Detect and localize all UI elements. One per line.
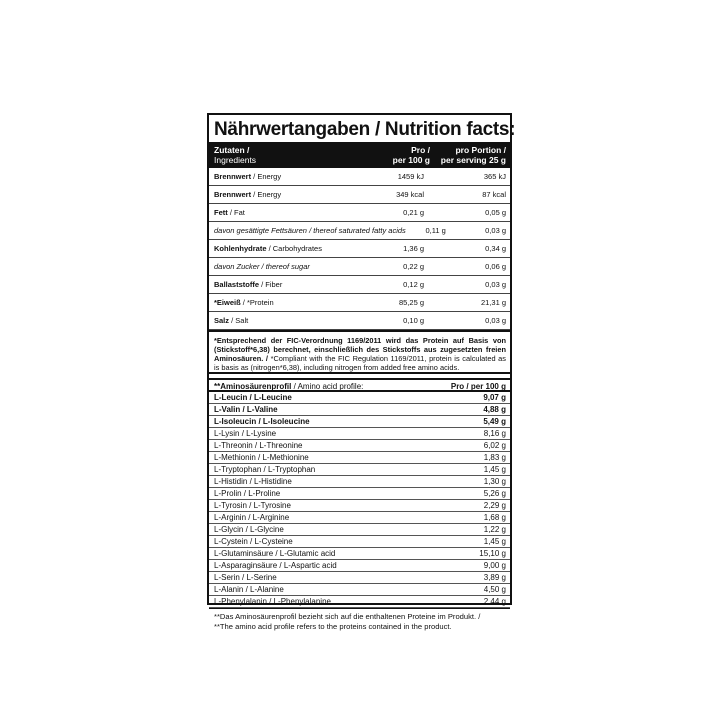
amino-name: L-Lysin / L-Lysine (214, 429, 277, 438)
nutrient-per-serving: 0,34 g (485, 244, 506, 253)
amino-value: 5,26 g (483, 489, 506, 498)
nutrient-per-100g: 0,11 g (425, 226, 446, 235)
nutrition-table (209, 168, 510, 330)
nutrient-name (214, 204, 368, 221)
header-per-serving (430, 145, 506, 168)
nutrient-per-100g: 349 kcal (396, 190, 424, 199)
nutrient-per-serving: 21,31 g (480, 298, 506, 307)
nutrient-name-en: / Energy (251, 190, 282, 199)
amino-name: L-Tyrosin / L-Tyrosine (214, 501, 291, 510)
amino-row (209, 476, 510, 488)
nutrient-name-de: *Eiweiß (214, 298, 241, 307)
amino-header-label-en: / Amino acid profile: (291, 382, 364, 391)
amino-value: 1,83 g (483, 453, 506, 462)
amino-row (209, 440, 510, 452)
header-per-serving-line1: pro Portion / (455, 145, 506, 155)
amino-name: L-Valin / L-Valine (214, 405, 278, 414)
amino-name: L-Asparaginsäure / L-Aspartic acid (214, 561, 337, 570)
nutrition-row (209, 240, 510, 258)
amino-name: L-Threonin / L-Threonine (214, 441, 303, 450)
header-ingredients-en: Ingredients (214, 155, 257, 165)
nutrient-per-100g: 0,21 g (403, 208, 424, 217)
amino-header-label-de: **Aminosäurenprofil (214, 382, 292, 391)
amino-name: L-Alanin / L-Alanine (214, 585, 284, 594)
amino-value: 2,29 g (483, 501, 506, 510)
nutrient-name-en: / thereof sugar (259, 262, 310, 271)
amino-name: L-Leucin / L-Leucine (214, 393, 292, 402)
amino-row (209, 536, 510, 548)
nutrition-row (209, 276, 510, 294)
amino-value: 1,30 g (483, 477, 506, 486)
amino-row (209, 428, 510, 440)
amino-name: L-Methionin / L-Methionine (214, 453, 309, 462)
nutrient-name-en: / thereof saturated fatty acids (306, 226, 406, 235)
amino-footnote-de: **Das Aminosäurenprofil bezieht sich auf die enthaltenen Proteine im Produkt. / (214, 612, 481, 621)
amino-row (209, 548, 510, 560)
nutrient-name-en: / Fiber (259, 280, 283, 289)
nutrient-name (214, 312, 368, 329)
amino-row (209, 584, 510, 596)
amino-value: 6,02 g (483, 441, 506, 450)
amino-name: L-Arginin / L-Arginine (214, 513, 290, 522)
nutrition-row (209, 258, 510, 276)
nutrient-name-en: / Carbohydrates (266, 244, 322, 253)
header-per-100g (368, 145, 430, 168)
nutrient-name-en: / Fat (227, 208, 245, 217)
protein-footnote-en: *Compliant with the FIC Regulation 1169/2011, protein is calculated as is basis as (nitrogen*6,38), including nitrogen from added free amino acids. (214, 354, 506, 372)
amino-header-col: Pro / per 100 g (450, 382, 506, 391)
nutrient-per-serving: 365 kJ (483, 172, 506, 181)
amino-row (209, 404, 510, 416)
amino-value: 1,45 g (483, 465, 506, 474)
amino-table (209, 392, 510, 608)
header-per-100g-line2: per 100 g (392, 155, 430, 165)
nutrient-name-de: Salz (214, 316, 230, 325)
nutrient-per-serving: 0,05 g (485, 208, 506, 217)
amino-name: L-Prolin / L-Proline (214, 489, 281, 498)
amino-value: 8,16 g (483, 429, 506, 438)
amino-header-label (214, 380, 451, 390)
nutrient-per-100g: 0,10 g (403, 316, 424, 325)
amino-header (209, 378, 510, 392)
nutrient-name-de: Kohlenhydrate (214, 244, 267, 253)
amino-name: L-Histidin / L-Histidine (214, 477, 292, 486)
table-header (209, 142, 510, 168)
nutrient-name (214, 186, 368, 203)
protein-footnote-de: *Entsprechend der FIC-Verordnung 1169/2011 wird das Protein auf Basis von (Stickstoff*6,38) berechnet, einschließlich des Stickstoffs aus zugesetzten freien Aminosäuren. / (214, 336, 506, 363)
nutrition-row (209, 168, 510, 186)
amino-value: 2,44 g (483, 597, 506, 606)
header-ingredients (214, 145, 368, 168)
amino-name: L-Glutaminsäure / L-Glutamic acid (214, 549, 336, 558)
header-per-100g-line1: Pro / (411, 145, 430, 155)
nutrient-name-en: / *Protein (240, 298, 274, 307)
nutrient-name-de: davon Zucker (214, 262, 260, 271)
amino-name: L-Isoleucin / L-Isoleucine (214, 417, 310, 426)
amino-name: L-Phenylalanin / L-Phenylalanine (214, 597, 331, 606)
nutrient-per-100g: 0,12 g (403, 280, 424, 289)
amino-row (209, 512, 510, 524)
amino-footnote (209, 608, 510, 632)
nutrient-per-100g: 85,25 g (398, 298, 424, 307)
amino-row (209, 524, 510, 536)
amino-row (209, 560, 510, 572)
header-ingredients-de: Zutaten / (214, 145, 250, 155)
nutrient-name (214, 276, 368, 293)
nutrition-row (209, 186, 510, 204)
label-title: Nährwertangaben / Nutrition facts: (214, 119, 516, 140)
nutrient-per-serving: 87 kcal (482, 190, 506, 199)
amino-row (209, 392, 510, 404)
amino-footnote-en: **The amino acid profile refers to the proteins contained in the product. (214, 622, 452, 631)
nutrient-name (214, 258, 368, 275)
nutrient-per-100g: 1,36 g (403, 244, 424, 253)
nutrient-per-serving: 0,06 g (485, 262, 506, 271)
amino-value: 3,89 g (483, 573, 506, 582)
nutrition-label (207, 113, 516, 631)
amino-row (209, 488, 510, 500)
nutrient-per-serving: 0,03 g (485, 316, 506, 325)
amino-row (209, 464, 510, 476)
nutrition-row (209, 222, 510, 240)
amino-value: 5,49 g (483, 417, 506, 426)
nutrition-row (209, 204, 510, 222)
amino-value: 1,22 g (483, 525, 506, 534)
amino-value: 4,50 g (483, 585, 506, 594)
amino-row (209, 596, 510, 608)
nutrient-name-de: Brennwert (214, 172, 252, 181)
nutrient-name-en: / Salt (229, 316, 249, 325)
amino-name: L-Cystein / L-Cysteine (214, 537, 293, 546)
amino-name: L-Serin / L-Serine (214, 573, 277, 582)
nutrient-name-de: davon gesättigte Fettsäuren (214, 226, 307, 235)
amino-row (209, 500, 510, 512)
amino-value: 15,10 g (479, 549, 506, 558)
nutrient-per-100g: 1459 kJ (397, 172, 424, 181)
amino-value: 4,88 g (483, 405, 506, 414)
amino-name: L-Glycin / L-Glycine (214, 525, 284, 534)
nutrient-per-100g: 0,22 g (403, 262, 424, 271)
protein-footnote (209, 330, 510, 374)
nutrient-name-de: Ballaststoffe (214, 280, 260, 289)
amino-row (209, 572, 510, 584)
amino-value: 9,00 g (483, 561, 506, 570)
amino-value: 1,45 g (483, 537, 506, 546)
nutrient-name-de: Fett (214, 208, 228, 217)
header-per-serving-line2: per serving 25 g (440, 155, 506, 165)
nutrition-row (209, 312, 510, 330)
amino-value: 1,68 g (483, 513, 506, 522)
nutrient-name (214, 168, 368, 185)
nutrient-name-de: Brennwert (214, 190, 252, 199)
nutrient-per-serving: 0,03 g (485, 226, 506, 235)
amino-row (209, 416, 510, 428)
amino-value: 9,07 g (483, 393, 506, 402)
amino-row (209, 452, 510, 464)
nutrient-name (214, 222, 406, 239)
nutrition-row (209, 294, 510, 312)
nutrient-name (214, 294, 368, 311)
nutrient-per-serving: 0,03 g (485, 280, 506, 289)
amino-name: L-Tryptophan / L-Tryptophan (214, 465, 316, 474)
nutrient-name (214, 240, 368, 257)
nutrient-name-en: / Energy (251, 172, 282, 181)
